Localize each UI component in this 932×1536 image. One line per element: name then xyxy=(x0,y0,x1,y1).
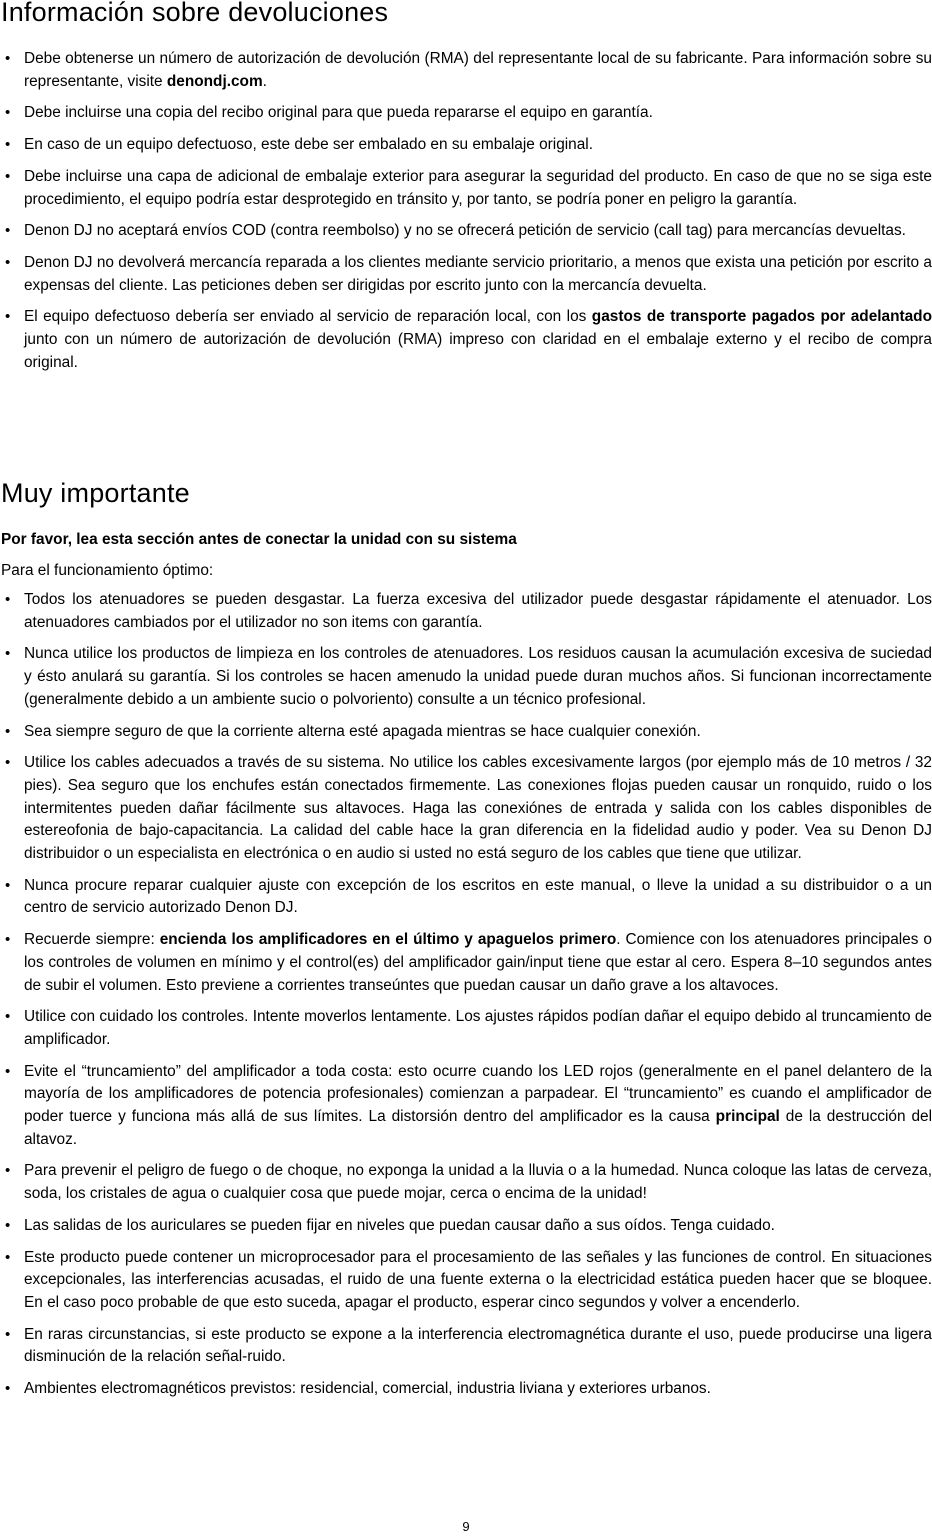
list-item xyxy=(0,929,932,997)
list-item xyxy=(0,306,932,374)
list-item xyxy=(0,589,932,634)
important-intro: Para el funcionamiento óptimo: xyxy=(1,562,214,579)
list-item-text: Utilice con cuidado los controles. Intente moverlos lentamente. Los ajustes rápidos podían dañar el equipo debido al truncamiento de amplificador. xyxy=(24,1008,932,1048)
list-item xyxy=(0,1324,932,1369)
returns-list xyxy=(0,48,932,383)
list-item-text: Debe incluirse una copia del recibo original para que pueda repararse el equipo en garantía. xyxy=(24,104,653,122)
list-item xyxy=(0,1006,932,1051)
page-number: 9 xyxy=(462,1519,470,1534)
list-item-text-end: . Comience con los atenuadores principales o los controles de volumen en mínimo y el control(es) del amplificador gain/input tiene que estar al cero. Espera 8–10 segundos antes de subir el volumen. Esto previene a corrientes transeúntes que puedan causar un daño grave a los altavoces. xyxy=(24,931,932,994)
list-item-text: Denon DJ no aceptará envíos COD (contra reembolso) y no se ofrecerá petición de servicio (call tag) para mercancías devueltas. xyxy=(24,222,906,240)
list-item-text: El equipo defectuoso debería ser enviado al servicio de reparación local, con los xyxy=(24,308,592,326)
list-item-text: Nunca utilice los productos de limpieza en los controles de atenuadores. Los residuos causan la acumulación excesiva de suciedad y ésto anulará su garantía. Si los controles se hacen amenudo la unidad puede duran muchos años. Si funcionan incorrectamente (generalmente debido a un ambiente sucio o polvoriento) consulte a un técnico profesional. xyxy=(24,645,932,708)
list-item xyxy=(0,875,932,920)
list-item xyxy=(0,1061,932,1152)
list-item-text: En raras circunstancias, si este producto se expone a la interferencia electromagnética durante el uso, puede producirse una ligera disminución de la relación señal-ruido. xyxy=(24,1325,932,1366)
list-item xyxy=(0,1247,932,1315)
list-item-text: Ambientes electromagnéticos previstos: residencial, comercial, industria liviana y exteriores urbanos. xyxy=(24,1380,711,1398)
list-item-bold-text: gastos de transporte pagados por adelantado xyxy=(591,308,932,326)
list-item-text: Las salidas de los auriculares se pueden fijar en niveles que puedan causar daño a sus oídos. Tenga cuidado. xyxy=(24,1216,775,1234)
list-item-bold-text: encienda los amplificadores en el último y apaguelos primero xyxy=(159,931,617,949)
list-item xyxy=(0,1378,932,1401)
list-item-text: Debe obtenerse un número de autorización de devolución (RMA) del representante local de su fabricante. Para información sobre su representante, visite xyxy=(24,50,932,90)
list-item xyxy=(0,1160,932,1205)
list-item-text: Para prevenir el peligro de fuego o de choque, no exponga la unidad a la lluvia o a la humedad. Nunca coloque las latas de cerveza, soda, los cristales de agua o cualquier cosa que puede mojar, cerca o encima de la unidad! xyxy=(24,1162,932,1203)
list-item-text: Nunca procure reparar cualquier ajuste con excepción de los escritos en este manual, o lleve la unidad a su distribuidor o a un centro de servicio autorizado Denon DJ. xyxy=(24,876,932,917)
list-item xyxy=(0,102,932,125)
list-item-text: Sea siempre seguro de que la corriente alterna esté apagada mientras se hace cualquier conexión. xyxy=(24,722,701,740)
list-item xyxy=(0,166,932,211)
list-item-text-end: de la destrucción del altavoz. xyxy=(24,1108,932,1148)
important-list xyxy=(0,589,932,1410)
list-item xyxy=(0,721,932,744)
list-item xyxy=(0,252,932,297)
list-item-text: En caso de un equipo defectuoso, este debe ser embalado en su embalaje original. xyxy=(24,136,593,154)
list-item xyxy=(0,643,932,711)
list-item-bold-text: principal xyxy=(715,1108,780,1126)
list-item-text: Debe incluirse una capa de adicional de embalaje exterior para asegurar la seguridad del producto. En caso de que no se siga este procedimiento, el equipo podría estar desprotegido en tránsito y, por tanto, se podría poner en peligro la garantía. xyxy=(24,167,932,208)
list-item-text-end: junto con un número de autorización de devolución (RMA) impreso con claridad en el embalaje externo y el recibo de compra original. xyxy=(24,331,932,371)
list-item xyxy=(0,48,932,93)
list-item xyxy=(0,752,932,866)
list-item-bold-text: denondj.com xyxy=(166,72,263,90)
list-item-text: Utilice los cables adecuados a través de su sistema. No utilice los cables excesivamente largos (por ejemplo más de 10 metros / 32 pies). Sea seguro que los enchufes están conectados firmemente. Las conexiones flojas pueden causar un ronquido, ruido o los intermitentes pueden dañar fácilmente sus altavoces. Haga las conexiónes de entrada y salida con los cables disponibles de estereofonia de bajo-capacitancia. La calidad del cable hace la gran diferencia en la fidelidad audio y poder. Vea su Denon DJ distribuidor o un especialista en electrónica o en audio si usted no está seguro de los cables que tiene que utilizar. xyxy=(24,754,932,863)
important-subheading: Por favor, lea esta sección antes de conectar la unidad con su sistema xyxy=(1,531,517,548)
list-item-text: Todos los atenuadores se pueden desgastar. La fuerza excesiva del utilizador puede desgastar rápidamente el atenuador. Los atenuadores cambiados por el utilizador no son items con garantía. xyxy=(24,591,932,631)
list-item xyxy=(0,134,932,157)
list-item xyxy=(0,1215,932,1238)
returns-heading: Información sobre devoluciones xyxy=(1,0,389,27)
list-item-text-end: . xyxy=(262,72,267,90)
important-heading: Muy importante xyxy=(1,478,190,508)
list-item-text: Evite el “truncamiento” del amplificador a toda costa: esto ocurre cuando los LED rojos (generalmente en el panel delantero de la mayoría de los amplificadores de potencia profesionales) comienzan a parpadear. El “truncamiento” es cuando el amplificador de poder tuerce y funciona más allá de sus límites. La distorsión dentro del amplificador es la causa xyxy=(24,1062,932,1126)
list-item xyxy=(0,220,932,243)
list-item-text: Este producto puede contener un microprocesador para el procesamiento de las señales y las funciones de control. En situaciones excepcionales, las interferencias acusadas, el ruido de una fuente externa o la electricidad estática pueden hacer que se bloquee. En el caso poco probable de que esto suceda, apagar el producto, esperar cinco segundos y volver a encenderlo. xyxy=(24,1248,932,1311)
list-item-text: Denon DJ no devolverá mercancía reparada a los clientes mediante servicio prioritario, a menos que exista una petición por escrito a expensas del cliente. Las peticiones deben ser dirigidas por escrito junto con la mercancía devuelta. xyxy=(24,253,932,294)
list-item-text: Recuerde siempre: xyxy=(24,931,160,949)
